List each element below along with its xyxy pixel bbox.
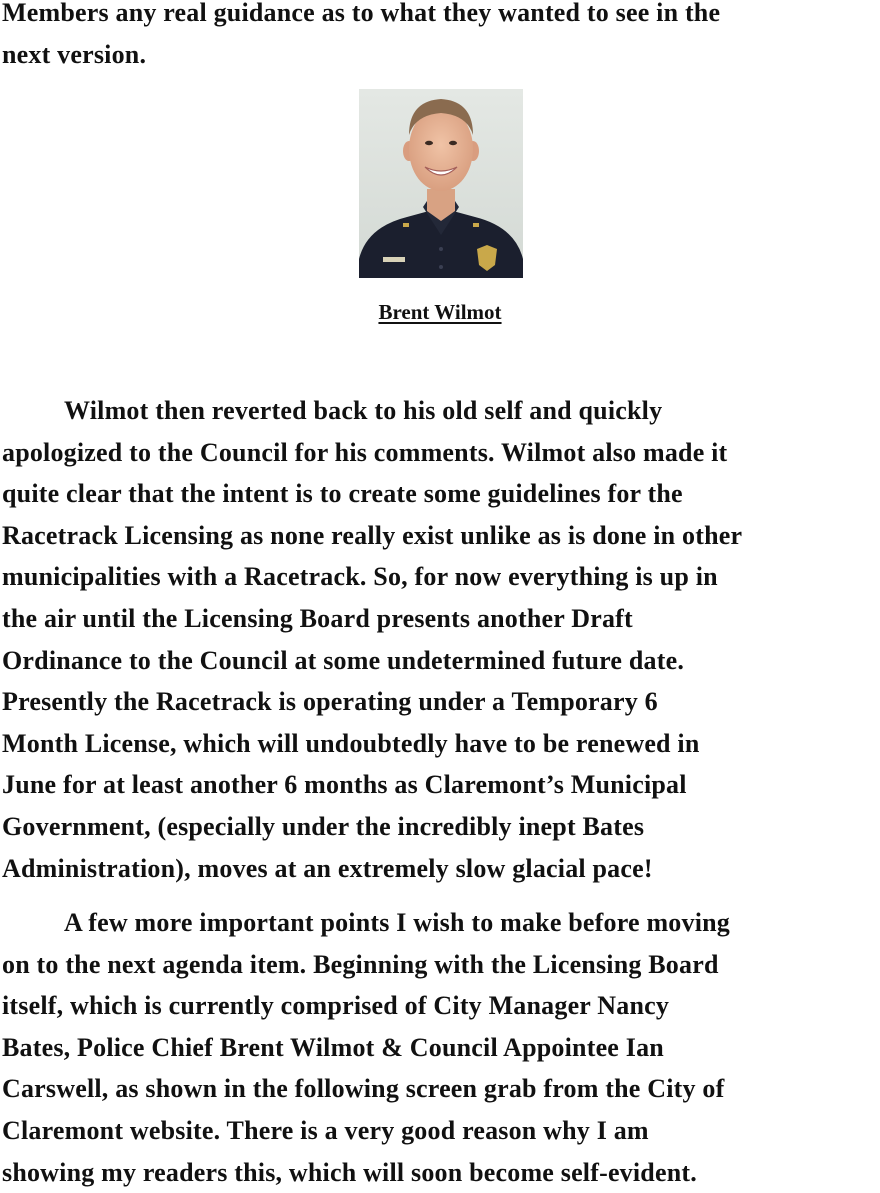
text-line: Month License, which will undoubtedly have to be renewed in xyxy=(2,728,700,758)
text-line: A few more important points I wish to make before moving xyxy=(64,908,730,937)
text-line: the air until the Licensing Board presents another Draft xyxy=(2,603,633,633)
text-line: Ordinance to the Council at some undetermined future date. xyxy=(2,645,685,675)
text-line: quite clear that the intent is to create some guidelines for the xyxy=(2,479,683,509)
text-line: municipalities with a Racetrack. So, for now everything is up in xyxy=(2,562,718,592)
text-line: Government, (especially under the incredibly inept Bates xyxy=(2,811,645,841)
text-line: showing my readers this, which will soon become self-evident. xyxy=(2,1157,697,1187)
text-line: itself, which is currently comprised of City Manager Nancy xyxy=(2,991,670,1021)
text-line: Claremont website. There is a very good reason why I am xyxy=(2,1115,649,1145)
text-line: Racetrack Licensing as none really exist unlike as is done in other xyxy=(2,520,743,550)
caption-text: Brent Wilmot xyxy=(378,300,502,324)
text-line: Administration), moves at an extremely slow glacial pace! xyxy=(2,853,653,883)
text-line: Bates, Police Chief Brent Wilmot & Council Appointee Ian xyxy=(2,1032,664,1062)
text-line: June for at least another 6 months as Claremont’s Municipal xyxy=(2,770,687,800)
intro-text xyxy=(2,0,878,75)
paragraph xyxy=(2,902,878,1193)
text-line: on to the next agenda item. Beginning with the Licensing Board xyxy=(2,949,719,979)
text-line: next version. xyxy=(2,39,147,69)
text-line: Carswell, as shown in the following screen grab from the City of xyxy=(2,1074,725,1104)
text-line: Presently the Racetrack is operating under a Temporary 6 xyxy=(2,687,658,717)
text-line: apologized to the Council for his comments. Wilmot also made it xyxy=(2,437,728,467)
paragraph xyxy=(2,390,878,889)
text-line: Wilmot then reverted back to his old self and quickly xyxy=(64,396,663,425)
photo-caption xyxy=(0,298,880,326)
text-line: Members any real guidance as to what they wanted to see in the xyxy=(2,0,721,27)
portrait-photo xyxy=(359,89,523,278)
